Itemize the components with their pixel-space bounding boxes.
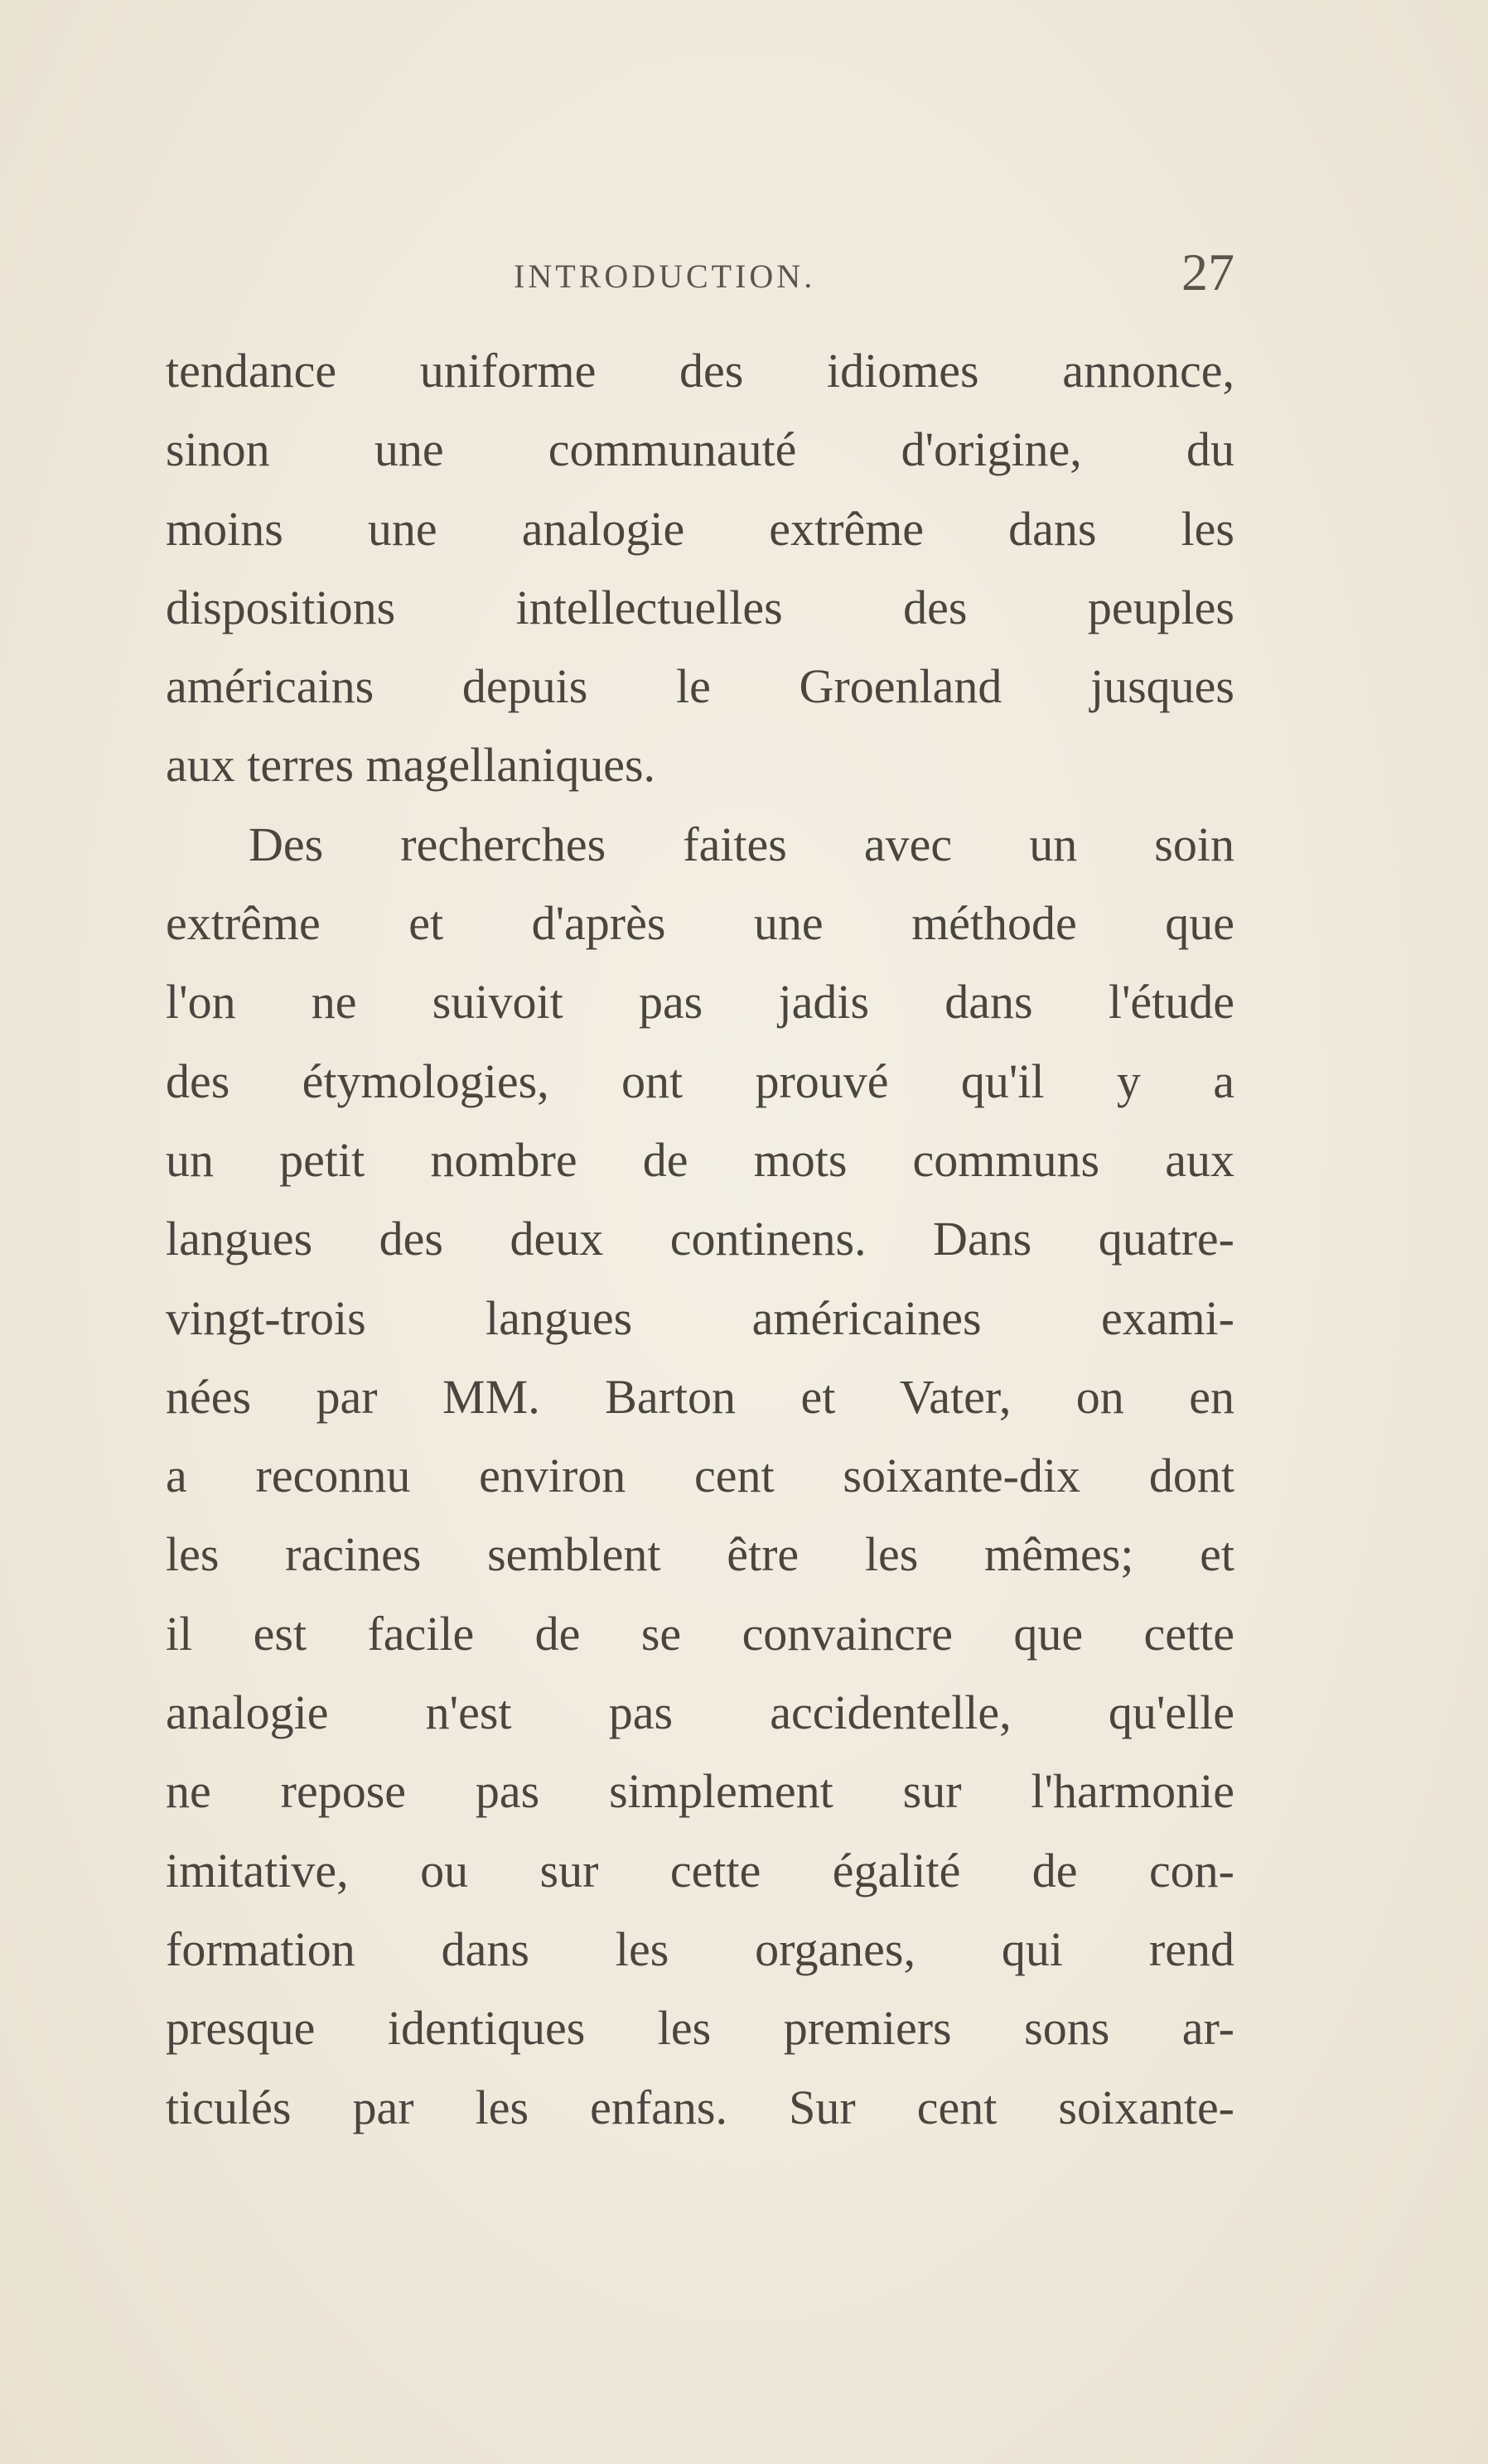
text-line: un petit nombre de mots communs aux xyxy=(166,1132,1234,1187)
text-line: vingt-trois langues américaines exami- xyxy=(166,1290,1234,1345)
body-text xyxy=(166,331,1234,2147)
text-line: il est facile de se convaincre que cette xyxy=(166,1606,1234,1661)
running-title: INTRODUCTION. xyxy=(514,258,816,295)
text-line: sinon une communauté d'origine, du xyxy=(166,422,1234,477)
text-line: américains depuis le Groenland jusques xyxy=(166,659,1234,714)
text-line: langues des deux continens. Dans quatre- xyxy=(166,1212,1234,1266)
text-line: Des recherches faites avec un soin xyxy=(249,817,1234,871)
text-line: les racines semblent être les mêmes; et xyxy=(166,1527,1234,1582)
text-line: formation dans les organes, qui rend xyxy=(166,1922,1234,1976)
text-line: tendance uniforme des idiomes annonce, xyxy=(166,344,1234,398)
text-line: des étymologies, ont prouvé qu'il y a xyxy=(166,1054,1234,1108)
text-line: presque identiques les premiers sons ar- xyxy=(166,2001,1234,2056)
text-line: ne repose pas simplement sur l'harmonie xyxy=(166,1764,1234,1819)
text-line: analogie n'est pas accidentelle, qu'elle xyxy=(166,1685,1234,1740)
text-line: a reconnu environ cent soixante-dix dont xyxy=(166,1449,1234,1503)
text-line: ticulés par les enfans. Sur cent soixante- xyxy=(166,2080,1234,2134)
text-line: moins une analogie extrême dans les xyxy=(166,501,1234,556)
text-line: nées par MM. Barton et Vater, on en xyxy=(166,1369,1234,1424)
text-line: aux terres magellaniques. xyxy=(166,738,656,793)
running-head xyxy=(166,243,1234,315)
text-line: imitative, ou sur cette égalité de con- xyxy=(166,1843,1234,1897)
text-line: l'on ne suivoit pas jadis dans l'étude xyxy=(166,975,1234,1029)
page-number: 27 xyxy=(1181,243,1234,301)
text-line: extrême et d'après une méthode que xyxy=(166,896,1234,951)
text-line: dispositions intellectuelles des peuples xyxy=(166,580,1234,634)
